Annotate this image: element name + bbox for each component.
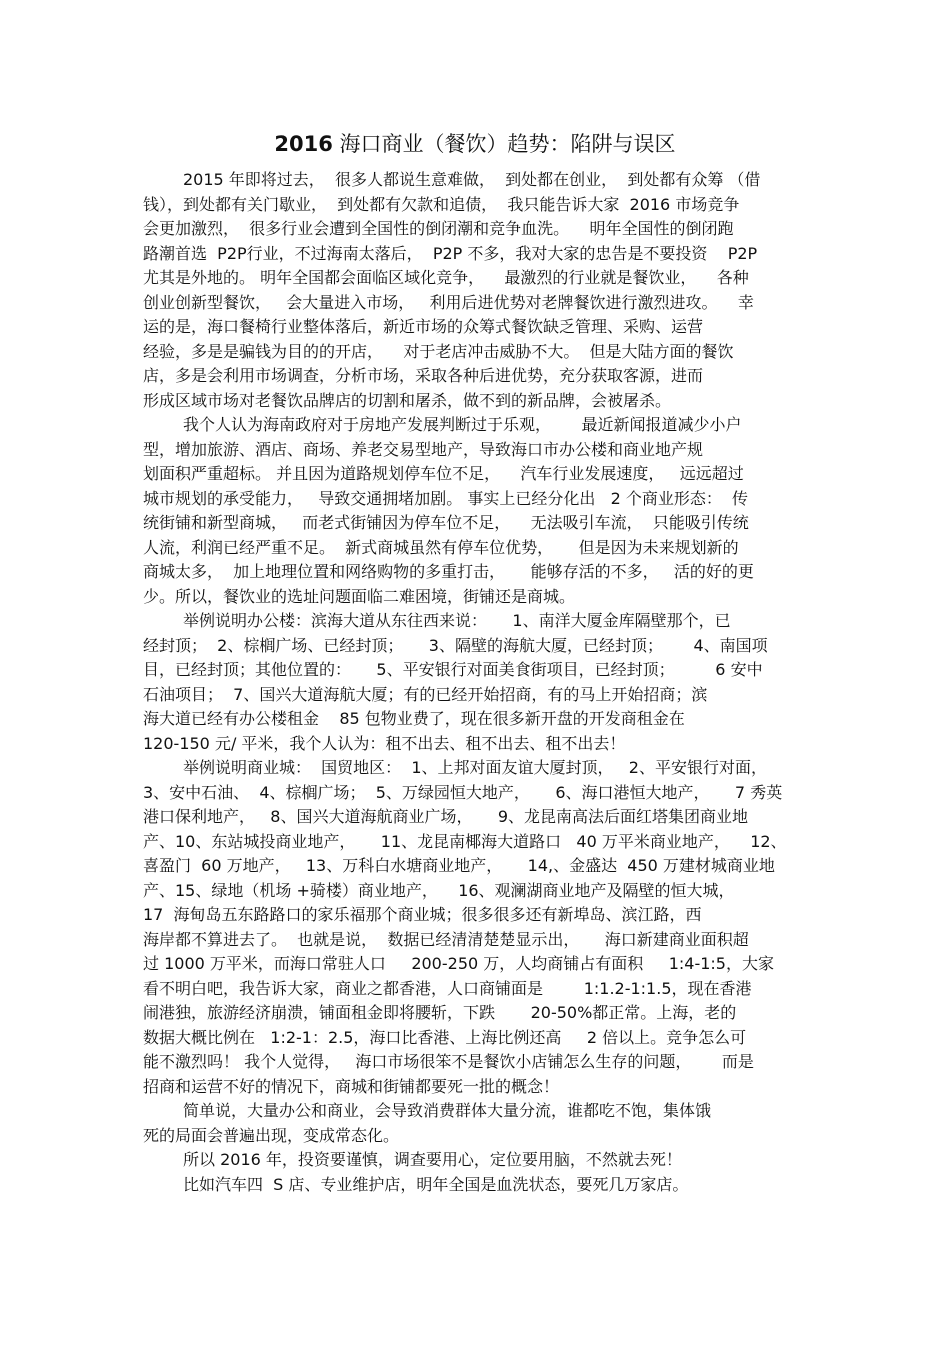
text-line: 看不明白吧，我告诉大家，商业之都香港，人口商铺面是 1:1.2-1:1.5，现在香港: [143, 978, 752, 998]
text-line: 海岸都不算进去了。 也就是说， 数据已经清清楚楚显示出， 海口新建商业面积超: [143, 929, 749, 949]
text-line: 经封顶； 2、棕榈广场、已经封顶； 3、隔壁的海航大厦，已经封顶； 4、南国项: [143, 635, 768, 655]
text-line: 举例说明商业城： 国贸地区： 1、上邦对面友谊大厦封顶， 2、平安银行对面，: [183, 758, 767, 777]
text-line: 过 1000 万平米，而海口常驻人口 200-250 万，人均商铺占有面积 1:4-1:5，大家: [143, 954, 774, 973]
text-line: 喜盈门 60 万地产， 13、万科白水塘商业地产， 14,、金盛达 450 万建材城商业地: [143, 856, 775, 875]
text-line: 统街铺和新型商城， 而老式街铺因为停车位不足， 无法吸引车流， 只能吸引传统: [143, 513, 749, 532]
text-line: 120-150 元/ 平米，我个人认为：租不出去、租不出去、租不出去！: [143, 733, 626, 753]
text-line: 形成区域市场对老餐饮品牌店的切割和屠杀，做不到的新品牌，会被屠杀。: [143, 390, 672, 410]
text-line: 数据大概比例在 1:2-1：2.5，海口比香港、上海比例还高 2 倍以上。竞争怎么可: [143, 1027, 747, 1047]
text-line: 少。所以，餐饮业的选址问题面临二难困境，街铺还是商城。: [143, 586, 576, 606]
text-line: 商城太多， 加上地理位置和网络购物的多重打击， 能够存活的不多， 活的好的更: [143, 562, 754, 581]
text-line: 运的是，海口餐椅行业整体落后，新近市场的众筹式餐饮缺乏管理、采购、运营: [143, 317, 704, 336]
text-line: 产、15、绿地（机场 +骑楼）商业地产， 16、观澜湖商业地产及隔壁的恒大城，: [143, 880, 735, 900]
text-line: 港口保利地产， 8、国兴大道海航商业广场， 9、龙昆南高法后面红塔集团商业地: [143, 807, 749, 826]
text-line: 2015 年即将过去， 很多人都说生意难做， 到处都在创业， 到处都有众筹 （借: [183, 170, 761, 189]
text-line: 招商和运营不好的情况下，商城和街铺都要死一批的概念！: [143, 1076, 560, 1096]
text-line: 产、10、东站城投商业地产， 11、龙昆南椰海大道路口 40 万平米商业地产， 12、: [143, 831, 787, 851]
text-line: 钱），到处都有关门歇业， 到处都有欠款和追债， 我只能告诉大家 2016 市场竞争: [143, 194, 740, 214]
text-line: 3、安中石油、 4、棕榈广场； 5、万绿园恒大地产， 6、海口港恒大地产， 7 秀英: [143, 782, 783, 802]
text-line: 经验，多是是骗钱为目的的开店， 对于老店冲击威胁不大。 但是大陆方面的餐饮: [143, 341, 734, 361]
text-line: 人流，利润已经严重不足。 新式商城虽然有停车位优势， 但是因为未来规划新的: [143, 537, 739, 557]
text-line: 我个人认为海南政府对于房地产发展判断过于乐观， 最近新闻报道减少小户: [183, 415, 742, 434]
text-line: 尤其是外地的。 明年全国都会面临区域化竞争， 最激烈的行业就是餐饮业， 各种: [143, 268, 749, 287]
text-line: 创业创新型餐饮， 会大量进入市场， 利用后进优势对老牌餐饮进行激烈进攻。 幸: [143, 292, 754, 312]
text-line: 划面积严重超标。 并且因为道路规划停车位不足， 汽车行业发展速度， 远远超过: [143, 464, 744, 483]
document-body: [143, 168, 823, 1197]
text-line: 店，多是会利用市场调查，分析市场，采取各种后进优势，充分获取客源，进而: [143, 366, 704, 385]
text-line: 石油项目； 7、国兴大道海航大厦；有的已经开始招商，有的马上开始招商；滨: [143, 684, 708, 704]
text-line: 路潮首选 P2P行业，不过海南太落后， P2P 不多，我对大家的忠告是不要投资 P2P: [143, 243, 758, 263]
text-line: 比如汽车四 S 店、专业维护店，明年全国是血洗状态，要死几万家店。: [183, 1174, 689, 1194]
text-line: 城市规划的承受能力， 导致交通拥堵加剧。 事实上已经分化出 2 个商业形态： 传: [143, 488, 749, 508]
text-line: 型，增加旅游、酒店、商场、养老交易型地产，导致海口市办公楼和商业地产规: [143, 439, 704, 459]
title-year: 2016: [274, 132, 333, 156]
text-line: 举例说明办公楼：滨海大道从东往西来说： 1、南洋大厦金库隔壁那个，已: [183, 611, 731, 630]
text-line: 闹港独，旅游经济崩溃，铺面租金即将腰斩，下跌 20-50%都正常。上海，老的: [143, 1003, 737, 1022]
text-line: 能不激烈吗！ 我个人觉得， 海口市场很笨不是餐饮小店铺怎么生存的问题， 而是: [143, 1052, 754, 1071]
text-line: 会更加激烈， 很多行业会遭到全国性的倒闭潮和竞争血洗。 明年全国性的倒闭跑: [143, 219, 734, 238]
text-line: 海大道已经有办公楼租金 85 包物业费了，现在很多新开盘的开发商租金在: [143, 709, 685, 728]
title-text: 海口商业（餐饮）趋势：陷阱与误区: [332, 132, 676, 156]
text-line: 目，已经封顶；其他位置的： 5、平安银行对面美食街项目，已经封顶； 6 安中: [143, 660, 763, 679]
text-line: 简单说，大量办公和商业，会导致消费群体大量分流，谁都吃不饱，集体饿: [183, 1101, 712, 1120]
text-line: 17 海甸岛五东路路口的家乐福那个商业城；很多很多还有新埠岛、滨江路，西: [143, 905, 702, 924]
text-line: 死的局面会普遍出现，变成常态化。: [143, 1125, 400, 1145]
text-line: 所以 2016 年，投资要谨慎，调查要用心，定位要用脑，不然就去死！: [183, 1150, 682, 1169]
document-title: [0, 128, 950, 160]
